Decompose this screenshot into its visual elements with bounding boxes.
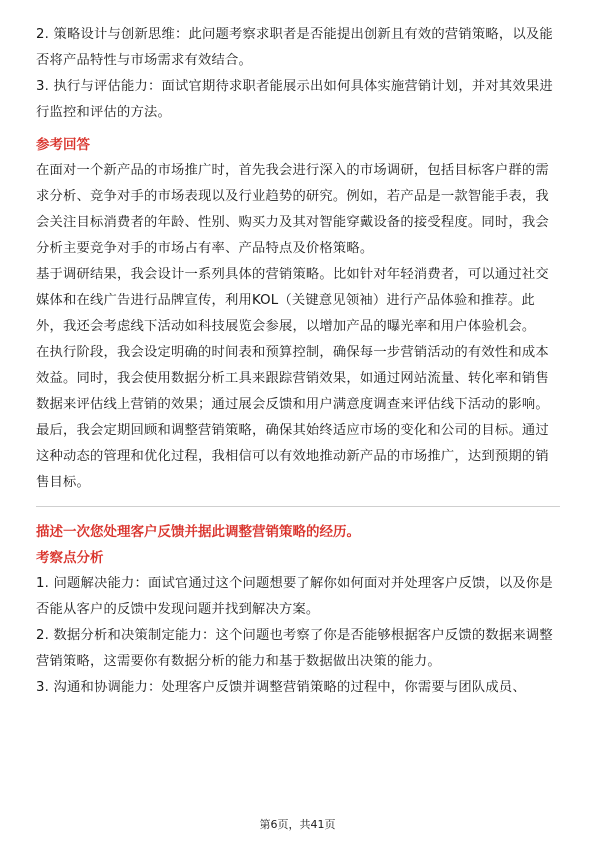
section-divider <box>36 506 560 507</box>
page-number: 第6页，共41页 <box>259 818 336 831</box>
answer-paragraph-2: 基于调研结果，我会设计一系列具体的营销策略。比如针对年轻消费者，可以通过社交媒体和在线广告进行品牌宣传，利用KOL（关键意见领袖）进行产品体验和推荐。此外，我还会考虑线下活动如科技展览会参展，以增加产品的曝光率和用户体验机会。 <box>36 267 549 334</box>
point-strategy-design: 2. 策略设计与创新思维：此问题考察求职者是否能提出创新且有效的营销策略，以及能否将产品特性与市场需求有效结合。 <box>36 27 553 68</box>
point-data-analysis: 2. 数据分析和决策制定能力：这个问题也考察了你是否能够根据客户反馈的数据来调整营销策略，这需要你有数据分析的能力和基于数据做出决策的能力。 <box>36 628 553 669</box>
point-communication: 3. 沟通和协调能力：处理客户反馈并调整营销策略的过程中，你需要与团队成员、 <box>36 680 526 695</box>
analysis-heading: 考察点分析 <box>36 550 104 566</box>
point-problem-solving: 1. 问题解决能力：面试官通过这个问题想要了解你如何面对并处理客户反馈，以及你是否能从客户的反馈中发现问题并找到解决方案。 <box>36 576 553 617</box>
answer-paragraph-1: 在面对一个新产品的市场推广时，首先我会进行深入的市场调研，包括目标客户群的需求分析、竞争对手的市场表现以及行业趋势的研究。例如，若产品是一款智能手表，我会关注目标消费者的年龄、性别、购买力及其对智能穿戴设备的接受程度。同时，我会分析主要竞争对手的市场占有率、产品特点及价格策略。 <box>36 163 549 256</box>
answer-paragraph-4: 最后，我会定期回顾和调整营销策略，确保其始终适应市场的变化和公司的目标。通过这种动态的管理和优化过程，我相信可以有效地推动新产品的市场推广，达到预期的销售目标。 <box>36 423 549 490</box>
point-execution-evaluation: 3. 执行与评估能力：面试官期待求职者能展示出如何具体实施营销计划，并对其效果进行监控和评估的方法。 <box>36 79 553 120</box>
answer-paragraph-3: 在执行阶段，我会设定明确的时间表和预算控制，确保每一步营销活动的有效性和成本效益。同时，我会使用数据分析工具来跟踪营销效果，如通过网站流量、转化率和销售数据来评估线上营销的效果；通过展会反馈和用户满意度调查来评估线下活动的影响。 <box>36 345 549 412</box>
answer-heading: 参考回答 <box>36 137 90 153</box>
page-content <box>36 22 560 701</box>
question-title: 描述一次您处理客户反馈并据此调整营销策略的经历。 <box>36 524 360 540</box>
